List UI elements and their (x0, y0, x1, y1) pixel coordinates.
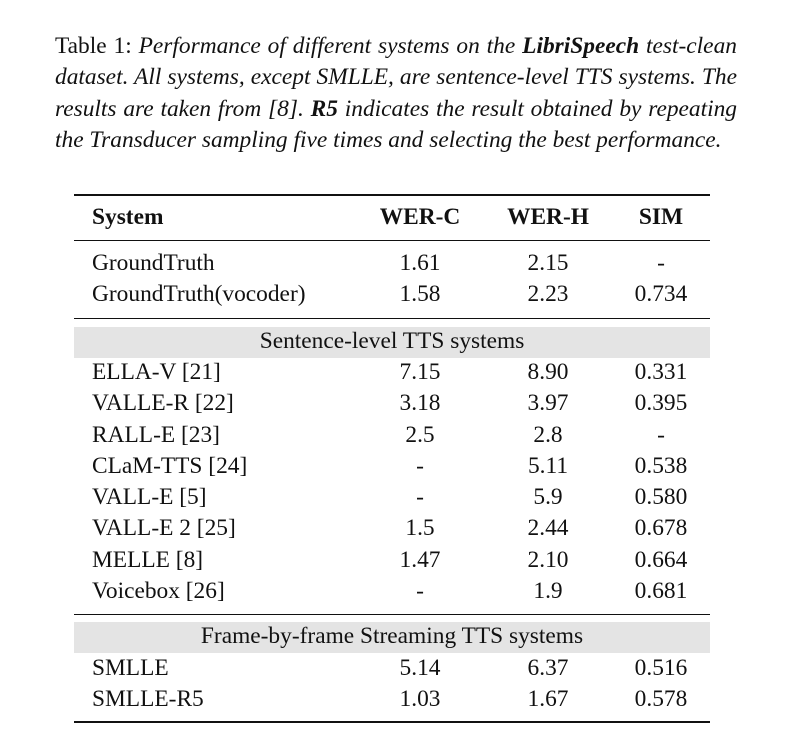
wer-c-value: 2.5 (405, 422, 435, 448)
table-row (74, 482, 710, 513)
wer-c-value: 1.47 (399, 547, 441, 573)
column-header-wer-c: WER-C (379, 204, 461, 230)
system-name: GroundTruth(vocoder) (92, 281, 306, 307)
sim-value: 0.678 (634, 515, 688, 541)
table-bottom-rule (74, 721, 710, 723)
sim-value: 0.578 (634, 686, 688, 712)
sim-value: 0.395 (634, 390, 688, 416)
system-name: CLaM-TTS [24] (92, 453, 248, 479)
wer-h-value: 1.67 (527, 686, 569, 712)
system-name: VALL-E [5] (92, 484, 207, 510)
wer-h-value: 5.9 (533, 484, 563, 510)
wer-c-value: 1.61 (399, 250, 441, 276)
table-row (74, 684, 710, 715)
group-rule (74, 614, 710, 615)
sim-value: 0.331 (634, 359, 688, 385)
system-name: RALL-E [23] (92, 422, 220, 448)
column-header-wer-h: WER-H (507, 204, 589, 230)
sim-value: - (657, 250, 665, 276)
wer-h-value: 2.8 (533, 422, 563, 448)
wer-h-value: 2.44 (527, 515, 569, 541)
table-row (74, 357, 710, 388)
wer-h-value: 8.90 (527, 359, 569, 385)
sim-value: 0.664 (634, 547, 688, 573)
system-name: ELLA-V [21] (92, 359, 221, 385)
wer-c-value: - (416, 453, 424, 479)
table-row (74, 653, 710, 684)
table-row (74, 248, 710, 279)
sim-value: - (657, 422, 665, 448)
system-name: MELLE [8] (92, 547, 204, 573)
caption-bold-librispeech: LibriSpeech (522, 33, 640, 59)
wer-h-value: 2.23 (527, 281, 569, 307)
caption-lead: Table 1: (55, 33, 132, 59)
sim-value: 0.734 (634, 281, 688, 307)
wer-h-value: 2.15 (527, 250, 569, 276)
table-row (74, 576, 710, 607)
table-row (74, 388, 710, 419)
sim-value: 0.516 (634, 655, 688, 681)
header-rule (74, 240, 710, 241)
sim-value: 0.681 (634, 578, 688, 604)
group-rule (74, 318, 710, 319)
table-row (74, 420, 710, 451)
system-name: SMLLE (92, 655, 169, 681)
caption-text-2: test-clean dataset. All systems, except SMLLE, are sentence-level TTS systems. The results are taken from [8]. (55, 33, 737, 122)
table-caption (55, 31, 737, 156)
column-header-system: System (92, 204, 164, 230)
wer-h-value: 5.11 (527, 453, 569, 479)
system-name: Voicebox [26] (92, 578, 225, 604)
column-header-sim: SIM (638, 204, 684, 230)
caption-text-3: indicates the result obtained by repeating the Transducer sampling five times and selecting the best performance. (55, 95, 737, 153)
caption-bold-r5: R5 (310, 95, 338, 122)
section-label-streaming: Frame-by-frame Streaming TTS systems (200, 623, 584, 649)
table-row (74, 451, 710, 482)
wer-c-value: 1.58 (399, 281, 441, 307)
table-row (74, 545, 710, 576)
wer-c-value: 3.18 (399, 390, 441, 416)
wer-c-value: - (416, 484, 424, 510)
table-top-rule (74, 194, 710, 196)
wer-c-value: 7.15 (399, 359, 441, 385)
system-name: SMLLE-R5 (92, 686, 204, 712)
sim-value: 0.538 (634, 453, 688, 479)
table-row (74, 513, 710, 544)
wer-c-value: 5.14 (399, 655, 441, 681)
caption-text-1: Performance of different systems on the (138, 33, 516, 59)
section-label-sentence-level: Sentence-level TTS systems (259, 328, 525, 354)
wer-c-value: 1.03 (399, 686, 441, 712)
table-header-row (74, 202, 710, 233)
wer-h-value: 1.9 (533, 578, 563, 604)
table-row (74, 279, 710, 310)
wer-c-value: 1.5 (405, 515, 435, 541)
wer-c-value: - (416, 578, 424, 604)
wer-h-value: 2.10 (527, 547, 569, 573)
system-name: VALLE-R [22] (92, 390, 234, 416)
system-name: GroundTruth (92, 250, 215, 276)
wer-h-value: 3.97 (527, 390, 569, 416)
sim-value: 0.580 (634, 484, 688, 510)
wer-h-value: 6.37 (527, 655, 569, 681)
system-name: VALL-E 2 [25] (92, 515, 236, 541)
